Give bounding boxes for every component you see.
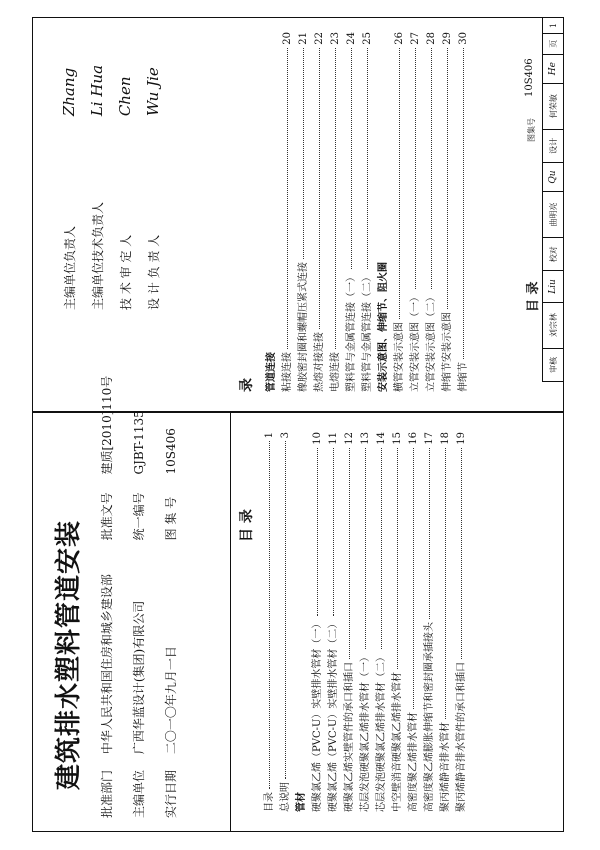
responsible-signature: Wu Jie [144,67,162,117]
toc-item-label: 聚丙烯静音排水管件的承口和插口 [456,662,467,812]
toc-item-label: 高密度聚乙烯膨胀伸缩节和密封圈承插接头 [424,622,435,812]
unified-no-label: 统一编号 [132,492,146,541]
toc-item-label: 芯层发泡硬聚氯乙烯排水管材（二） [376,652,387,812]
check-signature: Qu [543,163,564,192]
toc-item [326,32,341,392]
info-separator [230,412,231,832]
toc-item-label: 目录 [264,792,275,812]
leader-dots [431,48,432,289]
atlas-value: 10S406 [524,58,535,97]
toc-item-label: 聚丙烯静音排水管材 [440,722,451,812]
toc-item-page: 22 [314,32,325,45]
unified-no-value: GJBT-1135 [132,410,146,475]
toc-item [356,432,371,812]
leader-dots [399,48,400,319]
responsible-2 [88,65,106,310]
toc-heading: 目 录 [239,509,255,542]
toc-section: 管道连接 [266,352,277,392]
leader-dots [367,48,368,269]
toc-item-label: 硬聚氯乙烯（PVC-U）实壁排水管材（二） [328,618,339,812]
toc-item [294,32,309,392]
leader-dots [365,448,366,649]
toc-item [436,432,451,812]
toc-item [358,32,373,392]
toc-item-page: 11 [328,432,339,445]
leader-dots [381,448,382,649]
toc-item-page: 28 [426,32,437,45]
toc-item [372,432,387,812]
toc-item [324,432,339,812]
toc-item-page: 29 [442,32,453,45]
leader-dots [429,448,430,619]
leader-dots [349,448,350,659]
leader-dots [415,48,416,289]
toc-item-label: 塑料管与金属管连接（一） [346,272,357,392]
toc-item [340,432,355,812]
toc-item [388,432,403,812]
leader-dots [461,448,462,659]
atlas-label: 图集号 [527,118,536,142]
design-label: 设计 [543,129,564,162]
title-block [520,17,564,382]
responsible-signature: Zhang [60,67,78,117]
design-name: 何荣敏 [543,83,564,129]
toc-item [278,32,293,392]
leader-dots [333,448,334,616]
toc-item-page: 10 [312,432,323,445]
toc-item-page: 26 [394,32,405,45]
toc-section: 安装示意图、伸缩节、阻火圈 [378,262,389,392]
leader-dots [445,448,446,719]
info-row-2 [130,410,147,818]
toc-item-label: 橡胶密封圈和螺帽压紧式连接 [298,262,309,392]
review-name: 刘宗林 [543,302,564,348]
toc-item-label: 粘接连接 [282,352,293,392]
atlas-no-label: 图 集 号 [164,496,178,541]
responsible-role: 技 术 审 定 人 [119,234,133,310]
effective-date-label: 实行日期 [164,769,178,818]
toc-item-page: 24 [346,32,357,45]
responsible-role: 主编单位技术负责人 [91,201,105,310]
toc-item-page: 18 [440,432,451,445]
toc-item-label: 高密度聚乙烯排水管材 [408,712,419,812]
effective-date-value: 二〇一〇年九月一日 [164,646,178,755]
toc-item-page: 30 [458,32,469,45]
approval-dept-label: 批准部门 [100,769,114,818]
info-row-1 [98,376,115,818]
leader-dots [413,448,414,709]
toc-item-page: 16 [408,432,419,445]
toc-item-label: 塑料管与金属管连接（二） [362,272,373,392]
leader-dots [303,48,304,259]
leader-dots [285,441,286,779]
responsible-signature: Chen [116,76,134,117]
leader-dots [351,48,352,269]
toc-item-label: 热熔对接连接 [314,332,325,392]
page-label: 页 [543,34,564,55]
toc-item [422,32,437,392]
toc-item-page: 13 [360,432,371,445]
toc-item [310,32,325,392]
toc-item-label: 伸缩节 [458,362,469,392]
leader-dots [269,441,270,789]
atlas-no-value: 10S406 [164,428,178,475]
toc-item-page: 12 [344,432,355,445]
leader-dots [317,448,318,616]
toc-item-label: 伸缩节安装示意图 [442,312,453,392]
toc-section: 管材 [296,792,307,812]
leader-dots [463,48,464,359]
toc-item [438,32,453,392]
check-label: 校对 [543,238,564,271]
toc-item-page: 25 [362,32,373,45]
approval-dept-value: 中华人民共和国住房和城乡建设部 [100,574,114,755]
toc-item [390,32,405,392]
toc-item-label: 立管安装示意图（一） [410,292,421,392]
design-signature: He [543,54,564,83]
review-signature: Liu [543,271,564,302]
approval-no-value: 建质[2010]110号 [100,375,114,475]
toc-item-page: 3 [280,432,291,439]
toc-item-label: 立管安装示意图（二） [426,292,437,392]
info-row-3 [162,428,179,818]
editor-unit-label: 主编单位 [132,769,146,818]
toc-item-label: 总说明 [280,782,291,812]
toc-item-page: 20 [282,32,293,45]
toc-item [452,432,467,812]
toc-item-label: 中空壁消音硬聚氯乙烯排水管材 [392,672,403,812]
toc-right-heading: 录 [239,378,255,392]
leader-dots [319,48,320,329]
toc-item-label: 硬聚氯乙烯（PVC-U）实壁排水管材（一） [312,618,323,812]
responsible-1 [60,68,78,310]
page-value: 1 [543,18,564,34]
toc-item-page: 17 [424,432,435,445]
toc-item [454,32,469,392]
check-name: 曲明亮 [543,191,564,237]
title-block-table [542,17,564,382]
toc-item-page: 27 [410,32,421,45]
toc-item [260,432,275,812]
toc-item [342,32,357,392]
leader-dots [447,48,448,309]
leader-dots [397,448,398,669]
toc-item-page: 1 [264,432,275,439]
toc-item [276,432,291,812]
toc-item [406,32,421,392]
responsible-4 [144,67,162,310]
review-label: 审核 [543,348,564,381]
leader-dots [335,48,336,349]
approval-no-label: 批准文号 [100,492,114,541]
responsible-role: 主编单位负责人 [63,225,77,310]
title-block-title: 目 录 [526,281,541,312]
toc-item-label: 横管安装示意图 [394,322,405,392]
toc-item-label: 硬聚氯乙烯实壁管件的承口和插口 [344,662,355,812]
responsible-3 [116,76,134,310]
toc-item-label: 电熔连接 [330,352,341,392]
toc-item-page: 23 [330,32,341,45]
toc-item [420,432,435,812]
responsible-role: 设 计 负 责 人 [147,234,161,310]
toc-item-page: 19 [456,432,467,445]
responsible-signature: Li Hua [88,64,106,117]
leader-dots [287,48,288,349]
toc-item [308,432,323,812]
toc-item-page: 15 [392,432,403,445]
toc-item-label: 芯层发泡硬聚氯乙烯排水管材（一） [360,652,371,812]
editor-unit-value: 广西华蓝设计(集团)有限公司 [132,600,146,755]
toc-item-page: 14 [376,432,387,445]
document-title: 建筑排水塑料管道安装 [54,519,84,790]
toc-item [404,432,419,812]
toc-item-page: 21 [298,32,309,45]
